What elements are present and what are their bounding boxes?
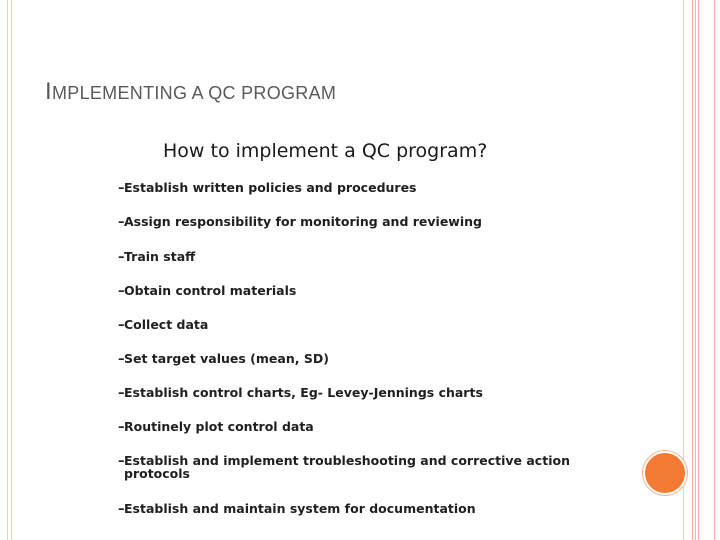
slide-title-initial: I — [45, 78, 52, 105]
bullet-marker: – — [118, 215, 125, 230]
bullet-marker: – — [118, 502, 125, 517]
list-item-text: Establish and maintain system for documentation — [124, 501, 476, 516]
bullet-marker: – — [118, 284, 125, 299]
content-image — [100, 128, 620, 528]
list-item-text: Establish control charts, Eg- Levey-Jennings charts — [124, 385, 483, 400]
decorative-circle-icon — [643, 451, 687, 495]
bullet-marker: – — [118, 318, 125, 333]
slide-title — [45, 78, 336, 106]
slide-title-rest: MPLEMENTING A QC PROGRAM — [51, 83, 337, 103]
list-item-text: Establish and implement troubleshooting and corrective action — [124, 453, 570, 468]
bullet-marker: – — [118, 352, 125, 367]
decorative-side-band — [686, 0, 720, 540]
content-heading: How to implement a QC program? — [163, 140, 488, 162]
bullet-marker: – — [118, 181, 125, 196]
list-item-text: Train staff — [124, 249, 196, 264]
list-item-text: Establish written policies and procedures — [124, 180, 417, 195]
list-item-text: Collect data — [124, 317, 209, 332]
list-item-text: Obtain control materials — [124, 283, 297, 298]
list-item-text-continuation: protocols — [124, 466, 190, 481]
list-item-text: Set target values (mean, SD) — [124, 351, 329, 366]
bullet-marker: – — [118, 454, 125, 469]
bullet-marker: – — [118, 386, 125, 401]
list-item-text: Routinely plot control data — [124, 419, 314, 434]
list-item-text: Assign responsibility for monitoring and reviewing — [124, 214, 482, 229]
bullet-marker: – — [118, 420, 125, 435]
bullet-marker: – — [118, 250, 125, 265]
